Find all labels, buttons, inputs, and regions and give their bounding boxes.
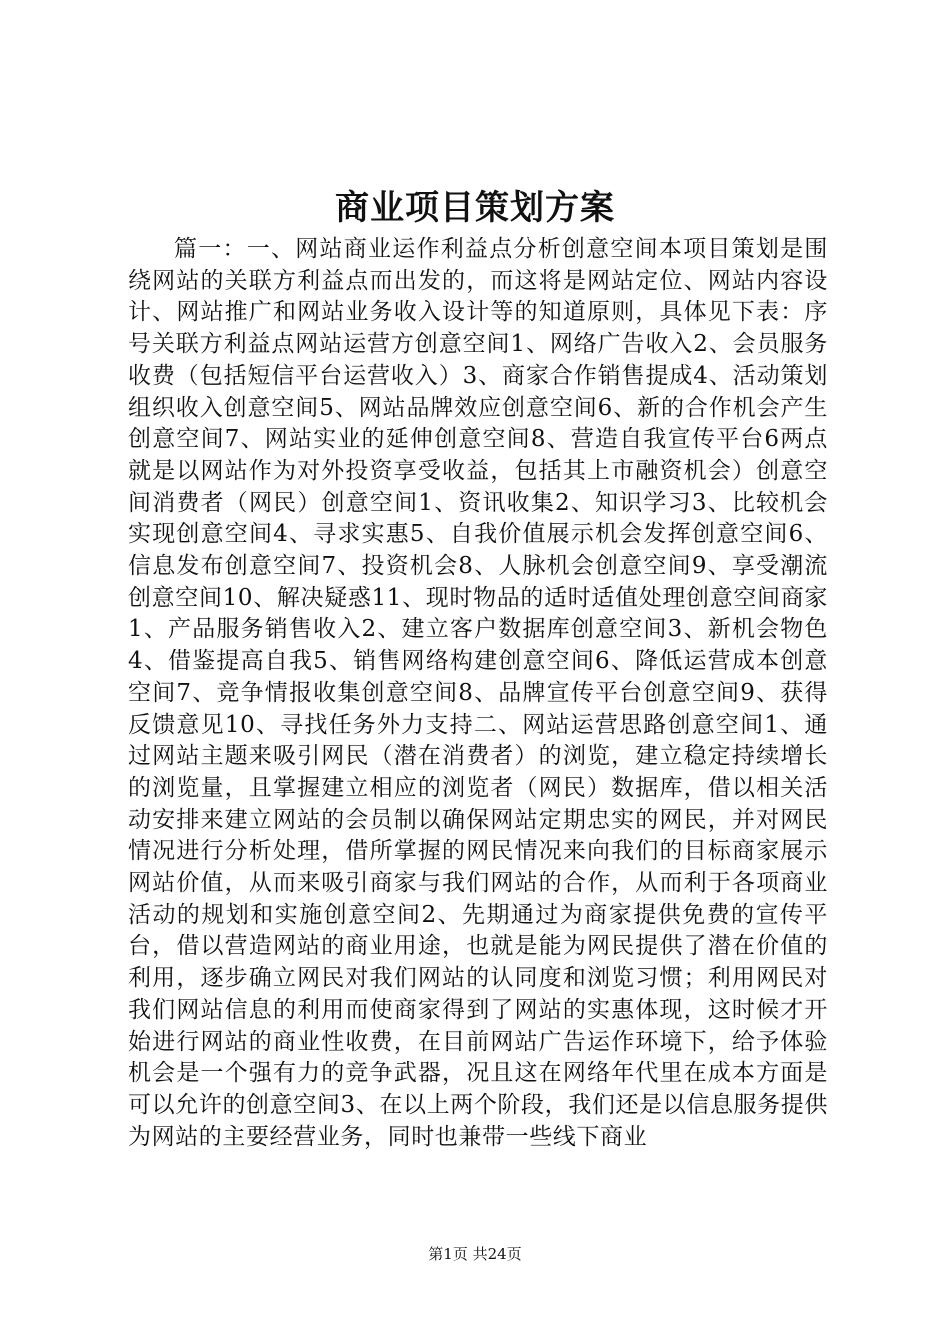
document-body: 篇一：一、网站商业运作利益点分析创意空间本项目策划是围绕网站的关联方利益点而出发的，而这将是网站定位、网站内容设计、网站推广和网站业务收入设计等的知道原则，具体见下表：序号关联方利益点网站运营方创意空间1、网络广告收入2、会员服务收费（包括短信平台运营收入）3、商家合作销售提成4、活动策划组织收入创意空间5、网站品牌效应创意空间6、新的合作机会产生创意空间7、网站实业的延伸创意空间8、营造自我宣传平台6两点就是以网站作为对外投资享受收益，包括其上市融资机会）创意空间消费者（网民）创意空间1、资讯收集2、知识学习3、比较机会实现创意空间4、寻求实惠5、自我价值展示机会发挥创意空间6、信息发布创意空间7、投资机会8、人脉机会创意空间9、享受潮流创意空间10、解决疑惑11、现时物品的适时适值处理创意空间商家1、产品服务销售收入2、建立客户数据库创意空间3、新机会物色4、借鉴提高自我5、销售网络构建创意空间6、降低运营成本创意空间7、竞争情报收集创意空间8、品牌宣传平台创意空间9、获得反馈意见10、寻找任务外力支持二、网站运营思路创意空间1、通过网站主题来吸引网民（潜在消费者）的浏览，建立稳定持续增长的浏览量，且掌握建立相应的浏览者（网民）数据库，借以相关活动安排来建立网站的会员制以确保网站定期忠实的网民，并对网民情况进行分析处理，借所掌握的网民情况来向我们的目标商家展示网站价值，从而来吸引商家与我们网站的合作，从而利于各项商业活动的规划和实施创意空间2、先期通过为商家提供免费的宣传平台，借以营造网站的商业用途，也就是能为网民提供了潜在价值的利用，逐步确立网民对我们网站的认同度和浏览习惯；利用网民对我们网站信息的利用而使商家得到了网站的实惠体现，这时候才开始进行网站的商业性收费，在目前网站广告运作环境下，给予体验机会是一个强有力的竞争武器，况且这在网络年代里在成本方面是可以允许的创意空间3、在以上两个阶段，我们还是以信息服务提供为网站的主要经营业务，同时也兼带一些线下商业 [128,236,828,1150]
page-footer: 第1页 共24页 [428,1245,522,1263]
document-title: 商业项目策划方案 [335,188,615,228]
